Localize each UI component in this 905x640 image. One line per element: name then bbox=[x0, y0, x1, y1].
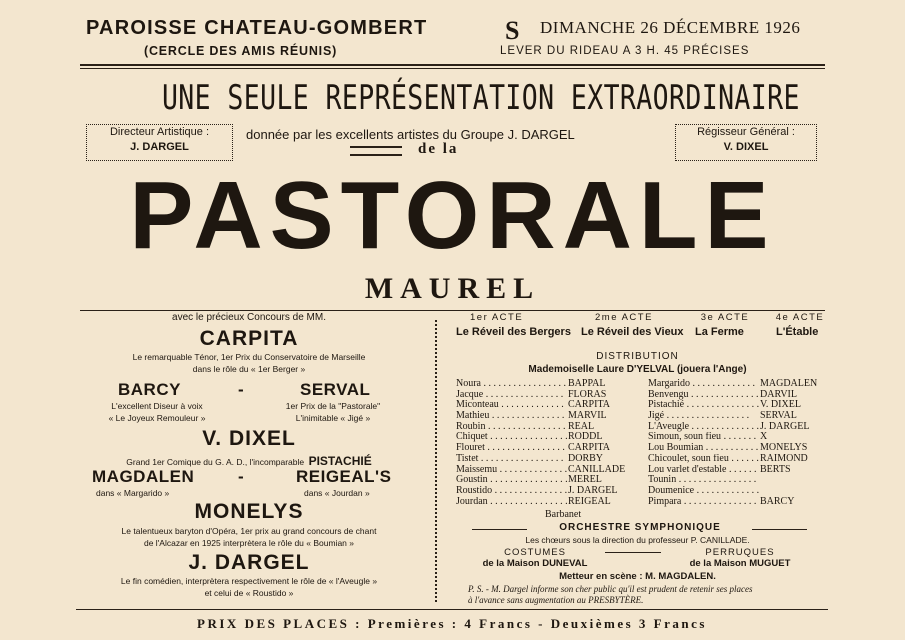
title-rule bbox=[80, 310, 825, 311]
cast-row bbox=[456, 379, 652, 390]
cast-row bbox=[648, 422, 844, 433]
act-4-number: 4e ACTE bbox=[775, 312, 825, 323]
play-author: MAUREL bbox=[364, 272, 541, 305]
cast-actor: RAIMOND bbox=[760, 453, 808, 464]
cast-actor: CARPITA bbox=[568, 400, 610, 411]
cast-actor: MEREL bbox=[568, 475, 602, 486]
wigs-label: PERRUQUES bbox=[705, 547, 775, 558]
circle-name: (CERCLE DES AMIS RÉUNIS) bbox=[144, 44, 338, 58]
parish-logo: S bbox=[505, 16, 520, 45]
cast-row bbox=[456, 465, 652, 476]
cast-row bbox=[648, 475, 844, 486]
dargel-name: J. DARGEL bbox=[188, 551, 310, 574]
cast-role: Jourdan . . . bbox=[456, 497, 568, 508]
orchestra-rule-left bbox=[472, 529, 527, 530]
magdalen-reigeal-dash: - bbox=[238, 467, 245, 486]
event-date: DIMANCHE 26 DÉCEMBRE 1926 bbox=[540, 18, 801, 37]
play-title: PASTORALE bbox=[129, 162, 776, 269]
cast-row bbox=[648, 400, 844, 411]
cast-role: Chicoulet, soun fieu . . . bbox=[648, 454, 760, 465]
director-label: Directeur Artistique : bbox=[109, 126, 210, 138]
ps-line-1: P. S. - M. Dargel informe son cher public qu'il est prudent de retenir ses places bbox=[468, 584, 753, 594]
act-2-title: Le Réveil des Vieux bbox=[581, 326, 684, 338]
header-rule bbox=[80, 64, 825, 66]
cast-row bbox=[456, 454, 652, 465]
cast-row bbox=[648, 379, 844, 390]
costumes-label: COSTUMES bbox=[504, 547, 566, 558]
cast-role: Jigé . . . bbox=[648, 411, 760, 422]
stage-manager-box bbox=[675, 124, 817, 161]
distribution-heading: DISTRIBUTION bbox=[596, 351, 679, 362]
cast-actor bbox=[760, 486, 844, 497]
cast-actor: BARCY bbox=[760, 496, 795, 507]
ps-line-2: à l'avance sans augmentation au PRESBYTÈRE. bbox=[468, 595, 644, 605]
cast-actor: BERTS bbox=[760, 464, 791, 475]
cast-role: Lou varlet d'estable . . . bbox=[648, 465, 760, 476]
cast-column-1 bbox=[456, 379, 652, 507]
dargel-desc-2: et celui de « Roustido » bbox=[204, 588, 294, 598]
barcy-desc-2: « Le Joyeux Remouleur » bbox=[108, 413, 206, 423]
dixel-desc: Grand 1er Comique du G. A. D., l'incomparable bbox=[126, 457, 305, 467]
act-1-number: 1er ACTE bbox=[470, 312, 524, 323]
guest-intro: avec le précieux Concours de MM. bbox=[172, 312, 326, 323]
cast-actor: BAPPAL bbox=[568, 379, 606, 389]
choirs-note: Les chœurs sous la direction du professeur P. CANILLADE. bbox=[525, 535, 750, 545]
cast-row bbox=[648, 486, 844, 497]
cast-role: Chiquet . . . bbox=[456, 432, 568, 443]
cast-actor: DORBY bbox=[568, 453, 604, 464]
cast-actor: MARVIL bbox=[568, 411, 607, 422]
cast-role: Pistachié . . . bbox=[648, 400, 760, 411]
cast-row bbox=[648, 432, 844, 443]
curtain-time: LEVER DU RIDEAU A 3 H. 45 PRÉCISES bbox=[500, 45, 750, 57]
act-2-number: 2me ACTE bbox=[595, 312, 653, 323]
cast-role: Doumenice . . . bbox=[648, 486, 760, 497]
cast-actor: X bbox=[760, 432, 768, 443]
orchestra-heading: ORCHESTRE SYMPHONIQUE bbox=[559, 522, 721, 533]
director-name: J. DARGEL bbox=[130, 141, 189, 153]
cast-actor: MONELYS bbox=[760, 443, 808, 454]
cast-actor: MAGDALEN bbox=[760, 379, 818, 389]
serval-desc-1: 1er Prix de la "Pastorale" bbox=[285, 401, 381, 411]
orchestra-rule-right bbox=[752, 529, 807, 530]
cast-row bbox=[648, 454, 844, 465]
cast-actor: REAL bbox=[568, 421, 595, 432]
cast-row bbox=[648, 497, 844, 508]
barbanet-role: Barbanet bbox=[545, 509, 582, 520]
cast-role: Tounin . . . bbox=[648, 475, 760, 486]
costumes-wigs-rule bbox=[605, 552, 661, 553]
cast-row bbox=[648, 390, 844, 401]
cast-actor: J. DARGEL bbox=[760, 421, 810, 432]
barcy-name: BARCY bbox=[118, 380, 181, 399]
wigs-maker: de la Maison MUGUET bbox=[689, 558, 791, 569]
cast-row bbox=[456, 390, 652, 401]
cast-row bbox=[648, 443, 844, 454]
cast-row bbox=[456, 422, 652, 433]
serval-desc-2: L'inimitable « Jigé » bbox=[295, 413, 371, 423]
ticket-prices: PRIX DES PLACES : Premières : 4 Francs - Deuxièmes 3 Francs bbox=[197, 616, 707, 631]
cast-role: Mathieu . . . bbox=[456, 411, 568, 422]
cast-row bbox=[648, 411, 844, 422]
carpita-name: CARPITA bbox=[199, 327, 299, 350]
cast-row bbox=[456, 432, 652, 443]
cast-actor: REIGEAL bbox=[568, 496, 611, 507]
cast-role: L'Aveugle . . . bbox=[648, 422, 760, 433]
cast-role: Lou Boumian . . . bbox=[648, 443, 760, 454]
column-divider bbox=[435, 320, 437, 602]
dargel-desc-1: Le fin comédien, interprètera respectivement le rôle de « l'Aveugle » bbox=[120, 576, 378, 586]
costumes-maker: de la Maison DUNEVAL bbox=[482, 558, 588, 569]
footer-rule bbox=[76, 609, 828, 610]
cast-role: Noura . . . bbox=[456, 379, 568, 390]
stage-manager-label: Régisseur Général : bbox=[697, 126, 795, 138]
monelys-desc-2: de l'Alcazar en 1925 interprètera le rôle du « Boumian » bbox=[143, 538, 354, 548]
act-3-number: 3e ACTE bbox=[700, 312, 750, 323]
cast-row bbox=[456, 443, 652, 454]
cast-role: Tistet . . . bbox=[456, 454, 568, 465]
cast-actor: CARPITA bbox=[568, 443, 610, 454]
cast-actor: J. DARGEL bbox=[568, 485, 618, 496]
cast-row bbox=[648, 465, 844, 476]
of-the: de la bbox=[418, 141, 459, 157]
act-4-title: L'Étable bbox=[776, 326, 819, 338]
header-rule-thin bbox=[80, 68, 825, 69]
cast-role: Benvengu . . . bbox=[648, 390, 760, 401]
cast-row bbox=[456, 475, 652, 486]
cast-actor: V. DIXEL bbox=[760, 400, 801, 411]
cast-actor: SERVAL bbox=[760, 411, 797, 422]
reigeal-desc: dans « Jourdan » bbox=[304, 488, 370, 498]
cast-actor: RODDL bbox=[568, 432, 603, 443]
reigeal-name: REIGEAL'S bbox=[296, 467, 392, 486]
carpita-desc-1: Le remarquable Ténor, 1er Prix du Conservatoire de Marseille bbox=[132, 352, 366, 362]
director-box bbox=[86, 124, 233, 161]
cast-actor: DARVIL bbox=[760, 389, 797, 400]
cast-actor bbox=[760, 475, 844, 486]
dixel-name: V. DIXEL bbox=[202, 427, 296, 450]
barcy-desc-1: L'excellent Diseur à voix bbox=[111, 401, 203, 411]
cast-role: Pimpara . . . bbox=[648, 497, 760, 508]
monelys-name: MONELYS bbox=[194, 500, 304, 523]
cast-role: Margarido . . . bbox=[648, 379, 760, 390]
cast-actor: CANILLADE bbox=[568, 464, 626, 475]
staging-credit: Metteur en scène : M. MAGDALEN. bbox=[559, 571, 716, 582]
ornament-left bbox=[350, 146, 402, 156]
carpita-desc-2: dans le rôle du « 1er Berger » bbox=[192, 364, 306, 374]
cast-role: Goustin . . . bbox=[456, 475, 568, 486]
cast-role: Roubin . . . bbox=[456, 422, 568, 433]
cast-row bbox=[456, 400, 652, 411]
act-1-title: Le Réveil des Bergers bbox=[456, 326, 571, 338]
dixel-role: PISTACHIÉ bbox=[308, 454, 372, 468]
cast-row bbox=[456, 497, 652, 508]
distribution-lead: Mademoiselle Laure D'YELVAL (jouera l'Ange) bbox=[528, 364, 747, 375]
cast-role: Simoun, soun fieu . . . bbox=[648, 432, 760, 443]
monelys-desc-1: Le talentueux baryton d'Opéra, 1er prix au grand concours de chant bbox=[121, 526, 377, 536]
cast-row bbox=[456, 486, 652, 497]
cast-role: Jacque . . . bbox=[456, 390, 568, 401]
cast-role: Miconteau . . . bbox=[456, 400, 568, 411]
serval-name: SERVAL bbox=[300, 380, 371, 399]
magdalen-name: MAGDALEN bbox=[92, 467, 195, 486]
act-3-title: La Ferme bbox=[695, 326, 744, 338]
cast-row bbox=[456, 411, 652, 422]
stage-manager-name: V. DIXEL bbox=[723, 141, 769, 153]
parish-title: PAROISSE CHATEAU-GOMBERT bbox=[86, 17, 428, 39]
cast-role: Maissemu . . . bbox=[456, 465, 568, 476]
magdalen-desc: dans « Margarido » bbox=[96, 488, 170, 498]
headline: UNE SEULE REPRÉSENTATION EXTRAORDINAIRE bbox=[161, 78, 800, 118]
cast-column-2 bbox=[648, 379, 844, 507]
barcy-serval-dash: - bbox=[238, 380, 245, 399]
given-by: donnée par les excellents artistes du Groupe J. DARGEL bbox=[246, 127, 575, 142]
cast-role: Roustido . . . bbox=[456, 486, 568, 497]
cast-role: Flouret . . . bbox=[456, 443, 568, 454]
cast-actor: FLORAS bbox=[568, 389, 607, 400]
